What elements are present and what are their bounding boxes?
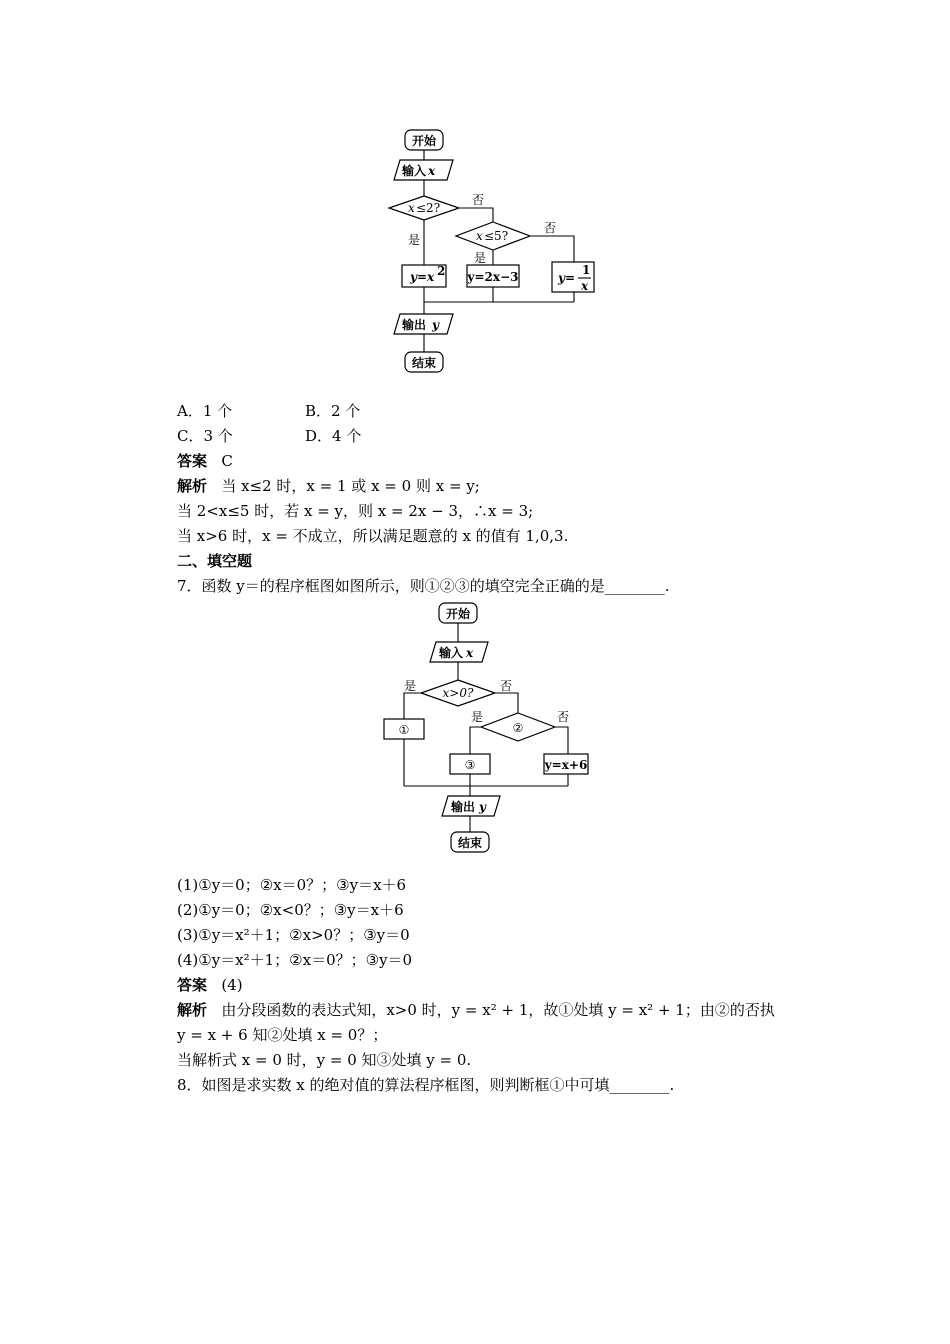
svg-text:y=2x−3: y=2x−3 [467, 270, 519, 284]
q7-text: 7．函数 y＝的程序框图如图所示，则①②③的填空完全正确的是________. [177, 577, 670, 595]
svg-text:1: 1 [582, 263, 591, 277]
svg-text:开始: 开始 [445, 607, 471, 621]
svg-text:③: ③ [464, 758, 476, 772]
svg-text:输入: 输入 [402, 164, 427, 178]
svg-text:y: y [479, 800, 486, 814]
svg-text:≤2?: ≤2? [416, 201, 441, 215]
svg-text:输出: 输出 [451, 800, 476, 814]
q6-answer: 答案 C [177, 452, 233, 470]
q6-analysis-line2: 当 2<x≤5 时，若 x = y，则 x = 2x − 3，∴x = 3; [177, 502, 534, 520]
fc2-no1-label: 否 [500, 679, 513, 693]
q6-analysis-line1: 解析 当 x≤2 时，x = 1 或 x = 0 则 x = y; [177, 477, 480, 495]
flowchart-2 [378, 600, 598, 856]
q7-choice-1: (1)①y＝0；②x＝0？；③y＝x＋6 [177, 876, 407, 894]
fc1-no2-label: 否 [544, 221, 557, 235]
q6-option-b: B．2 个 [305, 402, 361, 420]
q6-option-a: A．1 个 [177, 402, 233, 420]
svg-text:x: x [476, 229, 483, 243]
q6-options-row2 [177, 426, 361, 446]
svg-text:y: y [432, 318, 439, 332]
svg-text:y=x: y=x [410, 270, 435, 284]
svg-text:x: x [581, 279, 589, 293]
fc1-yes2-label: 是 [474, 251, 487, 265]
fc2-yes2-label: 是 [471, 710, 484, 724]
q7-choice-3: (3)①y＝x²＋1；②x>0？；③y＝0 [177, 926, 410, 944]
q6-options-row1 [177, 401, 360, 421]
svg-text:x: x [466, 646, 474, 660]
q7-analysis-line2: y = x + 6 知②处填 x = 0？； [177, 1026, 388, 1044]
fc1-yes1-label: 是 [408, 233, 421, 247]
svg-text:结束: 结束 [411, 356, 437, 370]
q6-analysis-line3: 当 x>6 时，x = 不成立，所以满足题意的 x 的值有 1,0,3. [177, 527, 569, 545]
q7-analysis-line3: 当解析式 x = 0 时，y = 0 知③处填 y = 0. [177, 1051, 472, 1069]
svg-text:2: 2 [437, 264, 446, 278]
svg-text:x: x [408, 201, 415, 215]
fc1-start-text: 开始 [411, 134, 437, 148]
svg-text:y=: y= [558, 271, 576, 285]
svg-text:结束: 结束 [457, 836, 483, 850]
svg-text:≤5?: ≤5? [484, 229, 509, 243]
svg-text:x: x [428, 164, 436, 178]
q7-choice-4: (4)①y＝x²＋1；②x＝0？；③y＝0 [177, 951, 413, 969]
svg-text:①: ① [398, 723, 410, 737]
fc2-no2-label: 否 [557, 710, 570, 724]
svg-text:输入: 输入 [439, 646, 464, 660]
svg-text:y=x+6: y=x+6 [544, 758, 588, 772]
fc2-yes1-label: 是 [404, 679, 417, 693]
q7-analysis-line1: 解析 由分段函数的表达式知，x>0 时，y = x² + 1，故①处填 y = x² + 1；由②的否执 [177, 1001, 775, 1019]
q7-choice-2: (2)①y＝0；②x<0？；③y＝x＋6 [177, 901, 404, 919]
svg-text:②: ② [512, 721, 524, 735]
q6-option-c: C．3 个 [177, 427, 233, 445]
svg-text:x>0?: x>0? [442, 686, 474, 700]
section-title: 二、填空题 [177, 552, 253, 570]
q6-option-d: D．4 个 [305, 427, 362, 445]
flowchart-1 [380, 122, 610, 384]
q8-text: 8．如图是求实数 x 的绝对值的算法程序框图，则判断框①中可填________. [177, 1076, 675, 1094]
fc1-no1-label: 否 [472, 193, 485, 207]
q7-answer: 答案 (4) [177, 976, 243, 994]
svg-text:输出: 输出 [402, 318, 427, 332]
